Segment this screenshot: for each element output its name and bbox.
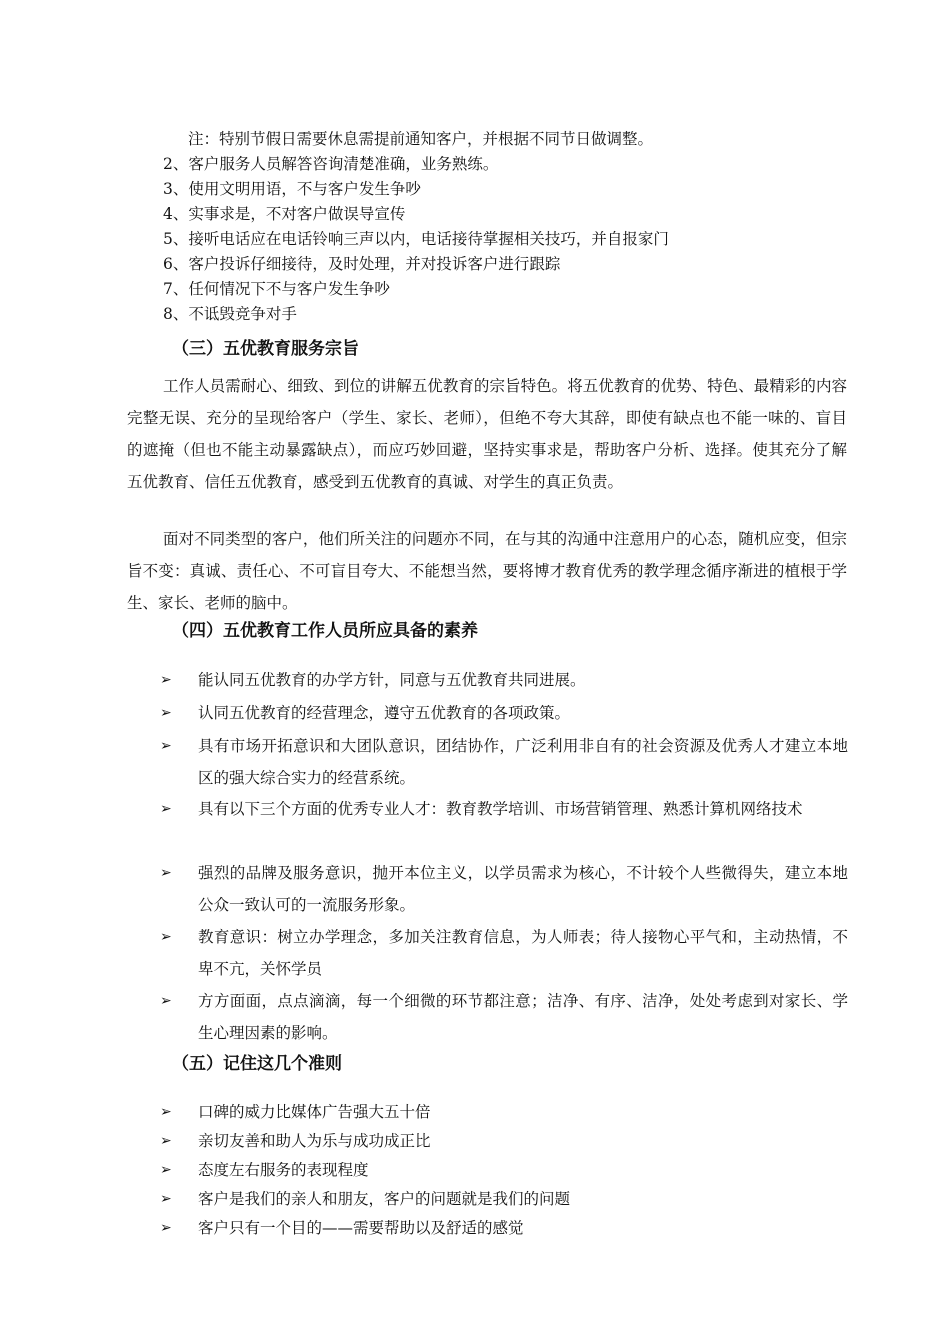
arrow-bullet-icon: ➢ xyxy=(160,801,172,817)
numbered-item-8: 8、不诋毁竞争对手 xyxy=(163,305,297,323)
arrow-bullet-icon: ➢ xyxy=(160,705,172,721)
arrow-bullet-icon: ➢ xyxy=(160,738,172,754)
arrow-bullet-icon: ➢ xyxy=(160,1191,172,1207)
arrow-bullet-icon: ➢ xyxy=(160,1133,172,1149)
section5-bullet-text: 亲切友善和助人为乐与成功成正比 xyxy=(198,1132,431,1150)
note-line: 注：特别节假日需要休息需提前通知客户，并根据不同节日做调整。 xyxy=(188,130,654,148)
numbered-item-2: 2、客户服务人员解答咨询清楚准确，业务熟练。 xyxy=(163,155,499,173)
section5-bullet-text: 口碑的威力比媒体广告强大五十倍 xyxy=(198,1103,431,1121)
section4-bullet-text: 教育意识：树立办学理念，多加关注教育信息，为人师表；待人接物心平气和，主动热情，不卑不亢，关怀学员 xyxy=(198,928,848,978)
section4-bullet-text: 具有市场开拓意识和大团队意识，团结协作，广泛利用非自有的社会资源及优秀人才建立本地区的强大综合实力的经营系统。 xyxy=(198,737,848,787)
arrow-bullet-icon: ➢ xyxy=(160,1162,172,1178)
arrow-bullet-icon: ➢ xyxy=(160,1220,172,1236)
numbered-item-5: 5、接听电话应在电话铃响三声以内，电话接待掌握相关技巧，并自报家门 xyxy=(163,230,669,248)
arrow-bullet-icon: ➢ xyxy=(160,1104,172,1120)
section4-bullet-text: 强烈的品牌及服务意识，抛开本位主义，以学员需求为核心，不计较个人些微得失，建立本地公众一致认可的一流服务形象。 xyxy=(198,864,848,914)
arrow-bullet-icon: ➢ xyxy=(160,865,172,881)
arrow-bullet-icon: ➢ xyxy=(160,672,172,688)
numbered-item-7: 7、任何情况下不与客户发生争吵 xyxy=(163,280,390,298)
arrow-bullet-icon: ➢ xyxy=(160,993,172,1009)
section5-bullet-text: 客户只有一个目的——需要帮助以及舒适的感觉 xyxy=(198,1219,524,1237)
numbered-item-6: 6、客户投诉仔细接待，及时处理，并对投诉客户进行跟踪 xyxy=(163,255,561,273)
section3-paragraph-2: 面对不同类型的客户，他们所关注的问题亦不同，在与其的沟通中注意用户的心态，随机应变，但宗旨不变：真诚、责任心、不可盲目夸大、不能想当然，要将博才教育优秀的教学理念循序渐进的植根于学生、家长、老师的脑中。 xyxy=(127,530,847,612)
section4-bullet-text: 认同五优教育的经营理念，遵守五优教育的各项政策。 xyxy=(198,704,571,722)
section4-bullet-text: 能认同五优教育的办学方针，同意与五优教育共同进展。 xyxy=(198,671,586,689)
section3-paragraph-1: 工作人员需耐心、细致、到位的讲解五优教育的宗旨特色。将五优教育的优势、特色、最精彩的内容完整无误、充分的呈现给客户（学生、家长、老师），但绝不夸大其辞，即使有缺点也不能一味的、盲目的遮掩（但也不能主动暴露缺点），而应巧妙回避，坚持实事求是，帮助客户分析、选择。使其充分了解五优教育、信任五优教育，感受到五优教育的真诚、对学生的真正负责。 xyxy=(127,377,847,491)
arrow-bullet-icon: ➢ xyxy=(160,929,172,945)
section5-heading: （五）记住这几个准则 xyxy=(172,1054,342,1074)
section5-bullet-text: 客户是我们的亲人和朋友，客户的问题就是我们的问题 xyxy=(198,1190,571,1208)
section4-bullet-text: 具有以下三个方面的优秀专业人才：教育教学培训、市场营销管理、熟悉计算机网络技术 xyxy=(198,800,803,818)
section5-bullet-text: 态度左右服务的表现程度 xyxy=(198,1161,369,1179)
numbered-item-4: 4、实事求是，不对客户做误导宣传 xyxy=(163,205,406,223)
section4-bullet-text: 方方面面，点点滴滴，每一个细微的环节都注意；洁净、有序、洁净，处处考虑到对家长、学生心理因素的影响。 xyxy=(198,992,848,1042)
numbered-item-3: 3、使用文明用语，不与客户发生争吵 xyxy=(163,180,421,198)
section3-heading: （三）五优教育服务宗旨 xyxy=(172,339,359,359)
section4-heading: （四）五优教育工作人员所应具备的素养 xyxy=(172,621,478,641)
